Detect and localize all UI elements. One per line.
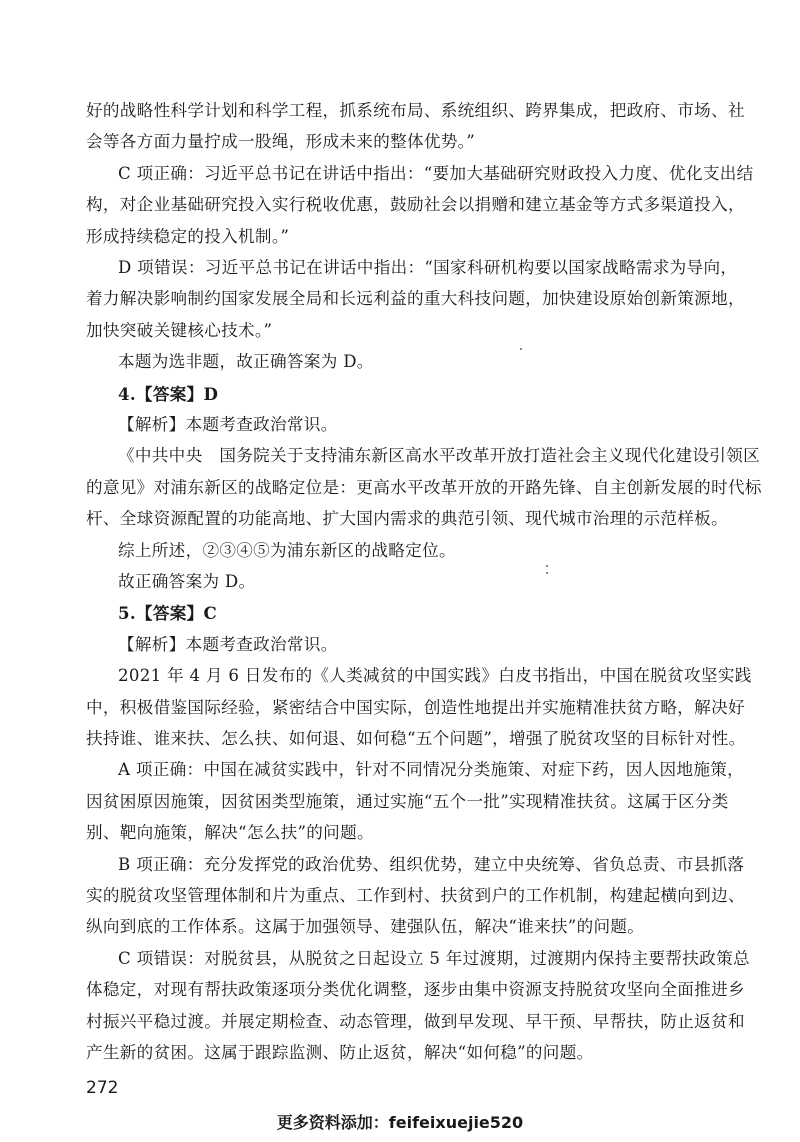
- text-line: A 项正确：中国在减贫实践中，针对不同情况分类施策、对症下药，因人因地施策，: [118, 760, 745, 779]
- text-line: 构，对企业基础研究投入实行税收优惠，鼓励社会以捐赠和建立基金等方式多渠道投入，: [86, 195, 745, 214]
- text-line: 《中共中央 国务院关于支持浦东新区高水平改革开放打造社会主义现代化建设引领区: [118, 446, 760, 465]
- text-line: 故正确答案为 D。: [118, 572, 256, 591]
- analysis-heading: 【解析】本题考查政治常识。: [118, 635, 338, 654]
- text-line: 的意见》对浦东新区的战略定位是：更高水平改革开放的开路先锋、自主创新发展的时代标: [86, 478, 762, 497]
- text-line: 实的脱贫攻坚管理体制和片为重点、工作到村、扶贫到户的工作机制，构建起横向到边、: [86, 886, 745, 905]
- scan-speck: [546, 572, 548, 574]
- text-line: B 项正确：充分发挥党的政治优势、组织优势，建立中央统筹、省负总责、市县抓落: [118, 855, 745, 874]
- answer-heading: 4.【答案】D: [118, 384, 219, 404]
- text-line: 扶持谁、谁来扶、怎么扶、如何退、如何稳“五个问题”，增强了脱贫攻坚的目标针对性。: [86, 729, 746, 748]
- text-line: C 项正确：习近平总书记在讲话中指出：“要加大基础研究财政投入力度、优化支出结: [118, 164, 754, 183]
- text-line: 杆、全球资源配置的功能高地、扩大国内需求的典范引领、现代城市治理的示范样板。: [86, 509, 728, 528]
- scan-speck: [520, 348, 522, 350]
- text-line: 综上所述，②③④⑤为浦东新区的战略定位。: [118, 541, 456, 560]
- footer-note: 更多资料添加：feifeixuejie520: [276, 1113, 524, 1132]
- text-line: 形成持续稳定的投入机制。”: [86, 227, 290, 246]
- text-line: 加快突破关键核心技术。”: [86, 321, 273, 340]
- text-line: D 项错误：习近平总书记在讲话中指出：“国家科研机构要以国家战略需求为导向，: [118, 258, 738, 277]
- text-line: 着力解决影响制约国家发展全局和长远利益的重大科技问题，加快建设原始创新策源地，: [86, 289, 745, 308]
- text-line: 会等各方面力量拧成一股绳，形成未来的整体优势。”: [86, 132, 476, 151]
- text-line: 好的战略性科学计划和科学工程，抓系统布局、系统组织、跨界集成，把政府、市场、社: [86, 101, 745, 120]
- text-line: 2021 年 4 月 6 日发布的《人类减贫的中国实践》白皮书指出，中国在脱贫攻坚实践: [118, 666, 752, 685]
- text-line: C 项错误：对脱贫县，从脱贫之日起设立 5 年过渡期，过渡期内保持主要帮扶政策总: [118, 949, 750, 968]
- text-line: 纵向到底的工作体系。这属于加强领导、建强队伍，解决“谁来扶”的问题。: [86, 917, 645, 936]
- scan-speck: [546, 565, 548, 567]
- text-line: 体稳定，对现有帮扶政策逐项分类优化调整，逐步由集中资源支持脱贫攻坚向全面推进乡: [86, 980, 745, 999]
- text-line: 因贫困原因施策，因贫困类型施策，通过实施“五个一批”实现精准扶贫。这属于区分类: [86, 792, 729, 811]
- text-line: 产生新的贫困。这属于跟踪监测、防止返贫，解决“如何稳”的问题。: [86, 1043, 594, 1062]
- text-line: 中，积极借鉴国际经验，紧密结合中国实际，创造性地提出并实施精准扶贫方略，解决好: [86, 698, 745, 717]
- analysis-heading: 【解析】本题考查政治常识。: [118, 415, 338, 434]
- text-line: 村振兴平稳过渡。并展定期检查、动态管理，做到早发现、早干预、早帮扶，防止返贫和: [86, 1012, 745, 1031]
- page-number: 272: [86, 1078, 119, 1098]
- text-line: 本题为选非题，故正确答案为 D。: [118, 352, 374, 371]
- text-line: 别、靶向施策，解决“怎么扶”的问题。: [86, 823, 374, 842]
- answer-heading: 5.【答案】C: [118, 603, 218, 623]
